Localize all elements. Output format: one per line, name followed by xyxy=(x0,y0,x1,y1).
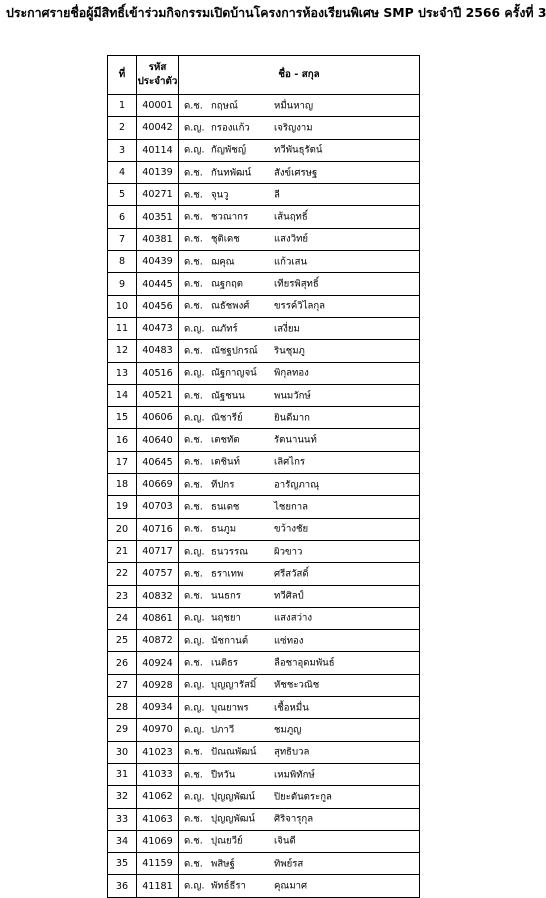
first-name: ณิชารีย์ xyxy=(211,412,243,424)
table-row xyxy=(108,808,420,830)
name-prefix: ด.ช. xyxy=(184,657,203,669)
first-name: ปุณยวีย์ xyxy=(211,835,243,847)
table-row xyxy=(108,474,420,496)
table-body xyxy=(108,95,420,898)
last-name: เส้นฤทธิ์ xyxy=(274,211,308,223)
last-name: ขว้างชัย xyxy=(274,523,309,535)
table-row xyxy=(108,674,420,696)
student-id: 40445 xyxy=(137,273,179,295)
table-row xyxy=(108,407,420,429)
student-name-cell xyxy=(179,228,420,250)
name-prefix: ด.ญ. xyxy=(184,702,205,714)
row-number: 5 xyxy=(108,184,137,206)
table-header-row xyxy=(108,56,420,95)
last-name: แซ่ทอง xyxy=(274,635,304,647)
name-prefix: ด.ช. xyxy=(184,590,203,602)
header-name: ชื่อ - สกุล xyxy=(179,56,420,95)
last-name: เจริญงาม xyxy=(274,122,313,134)
table-row xyxy=(108,786,420,808)
student-id: 40439 xyxy=(137,251,179,273)
last-name: ทวีศิลป์ xyxy=(274,590,304,602)
student-id: 40001 xyxy=(137,95,179,117)
last-name: รินชุมภู xyxy=(274,345,305,357)
last-name: หมื่นหาญ xyxy=(274,100,314,112)
first-name: นัชกานต์ xyxy=(211,635,249,647)
student-id: 40381 xyxy=(137,228,179,250)
first-name: บุณยาพร xyxy=(211,702,249,714)
row-number: 26 xyxy=(108,652,137,674)
first-name: เตชทัต xyxy=(211,434,240,446)
last-name: แสงวิทย์ xyxy=(274,233,309,245)
first-name: กรองแก้ว xyxy=(211,122,250,134)
student-name-cell xyxy=(179,251,420,273)
row-number: 11 xyxy=(108,317,137,339)
student-name-cell xyxy=(179,407,420,429)
header-id-line2: ประจำตัว xyxy=(137,76,178,87)
student-name-cell xyxy=(179,830,420,852)
row-number: 30 xyxy=(108,741,137,763)
student-id: 40861 xyxy=(137,607,179,629)
row-number: 32 xyxy=(108,786,137,808)
table-row xyxy=(108,518,420,540)
first-name: ปัณณพัฒน์ xyxy=(211,746,257,758)
name-prefix: ด.ช. xyxy=(184,167,203,179)
name-prefix: ด.ญ. xyxy=(184,791,205,803)
student-id: 40669 xyxy=(137,474,179,496)
name-prefix: ด.ช. xyxy=(184,568,203,580)
row-number: 35 xyxy=(108,853,137,875)
student-id: 40473 xyxy=(137,317,179,339)
student-id: 40717 xyxy=(137,540,179,562)
table-row xyxy=(108,853,420,875)
student-id: 40351 xyxy=(137,206,179,228)
row-number: 12 xyxy=(108,340,137,362)
student-name-cell xyxy=(179,875,420,897)
student-id: 40872 xyxy=(137,630,179,652)
student-name-cell xyxy=(179,808,420,830)
last-name: เทียรพิสุทธิ์ xyxy=(274,278,319,290)
last-name: ศรีสวัสดิ์ xyxy=(274,568,309,580)
header-id xyxy=(137,56,179,95)
student-id: 41033 xyxy=(137,763,179,785)
first-name: ณภัทร์ xyxy=(211,323,238,335)
table-row xyxy=(108,317,420,339)
name-prefix: ด.ช. xyxy=(184,256,203,268)
first-name: กันทพัฒน์ xyxy=(211,167,252,179)
table-row xyxy=(108,630,420,652)
student-name-cell xyxy=(179,630,420,652)
row-number: 34 xyxy=(108,830,137,852)
student-name-cell xyxy=(179,585,420,607)
first-name: ณัฐชนน xyxy=(211,390,245,401)
row-number: 15 xyxy=(108,407,137,429)
table-row xyxy=(108,117,420,139)
student-name-cell xyxy=(179,206,420,228)
name-prefix: ด.ช. xyxy=(184,523,203,535)
table-row xyxy=(108,652,420,674)
table-row xyxy=(108,830,420,852)
first-name: ธนเดช xyxy=(211,501,240,513)
row-number: 7 xyxy=(108,228,137,250)
first-name: นนธกร xyxy=(211,590,241,602)
first-name: ฌคุณ xyxy=(211,256,235,268)
student-name-cell xyxy=(179,496,420,518)
row-number: 36 xyxy=(108,875,137,897)
last-name: แสงสว่าง xyxy=(274,612,313,624)
student-name-cell xyxy=(179,674,420,696)
name-prefix: ด.ช. xyxy=(184,189,203,201)
name-prefix: ด.ญ. xyxy=(184,546,205,558)
student-name-cell xyxy=(179,340,420,362)
name-prefix: ด.ช. xyxy=(184,300,203,312)
name-prefix: ด.ช. xyxy=(184,345,203,357)
row-number: 22 xyxy=(108,563,137,585)
last-name: ขรรค์วิไลกุล xyxy=(274,300,326,312)
name-prefix: ด.ช. xyxy=(184,813,203,825)
table-row xyxy=(108,139,420,161)
name-prefix: ด.ญ. xyxy=(184,612,205,624)
student-id: 41063 xyxy=(137,808,179,830)
student-name-cell xyxy=(179,429,420,451)
row-number: 23 xyxy=(108,585,137,607)
student-name-cell xyxy=(179,563,420,585)
last-name: สุทธิบวล xyxy=(274,746,310,758)
last-name: เสงี่ยม xyxy=(274,323,300,335)
row-number: 10 xyxy=(108,295,137,317)
table-row xyxy=(108,362,420,384)
last-name: ยินดีมาก xyxy=(274,412,310,424)
last-name: คุณมาศ xyxy=(274,880,308,892)
student-id: 40456 xyxy=(137,295,179,317)
student-name-cell xyxy=(179,95,420,117)
name-prefix: ด.ช. xyxy=(184,746,203,758)
last-name: พนมวักษ์ xyxy=(274,390,311,401)
student-name-cell xyxy=(179,786,420,808)
name-prefix: ด.ญ. xyxy=(184,635,205,647)
first-name: พัทธ์ธีรา xyxy=(211,880,246,892)
row-number: 33 xyxy=(108,808,137,830)
student-id: 41069 xyxy=(137,830,179,852)
table-row xyxy=(108,496,420,518)
student-id: 40640 xyxy=(137,429,179,451)
row-number: 14 xyxy=(108,384,137,406)
name-prefix: ด.ช. xyxy=(184,390,203,401)
last-name: เจินดี xyxy=(274,835,296,847)
last-name: เลิศไกร xyxy=(274,456,306,468)
student-id: 40516 xyxy=(137,362,179,384)
table-row xyxy=(108,875,420,897)
last-name: แก้วเสน xyxy=(274,256,308,268)
row-number: 19 xyxy=(108,496,137,518)
name-prefix: ด.ช. xyxy=(184,479,203,491)
student-id: 40716 xyxy=(137,518,179,540)
student-name-cell xyxy=(179,451,420,473)
table-row xyxy=(108,429,420,451)
first-name: ณัฐกาญจน์ xyxy=(211,367,257,379)
table-row xyxy=(108,228,420,250)
name-prefix: ด.ช. xyxy=(184,769,203,781)
table-row xyxy=(108,95,420,117)
name-prefix: ด.ญ. xyxy=(184,367,205,379)
last-name: รัตนานนท์ xyxy=(274,434,317,446)
first-name: ธนวรรณ xyxy=(211,546,249,558)
last-name: ปิยะตันตระกูล xyxy=(274,791,332,803)
first-name: ณัชฐปกรณ์ xyxy=(211,345,258,357)
first-name: ปีหวัน xyxy=(211,769,236,781)
row-number: 9 xyxy=(108,273,137,295)
last-name: ศิริจารุกุล xyxy=(274,813,314,825)
name-prefix: ด.ญ. xyxy=(184,412,205,424)
table-row xyxy=(108,763,420,785)
name-prefix: ด.ญ. xyxy=(184,323,205,335)
name-prefix: ด.ญ. xyxy=(184,724,205,736)
name-prefix: ด.ช. xyxy=(184,100,203,112)
table-row xyxy=(108,384,420,406)
header-no: ที่ xyxy=(108,56,137,95)
student-name-cell xyxy=(179,384,420,406)
first-name: ณธัชพงศ์ xyxy=(211,300,250,312)
roster-table xyxy=(107,55,420,898)
name-prefix: ด.ช. xyxy=(184,456,203,468)
student-id: 40606 xyxy=(137,407,179,429)
first-name: ชุติเดช xyxy=(211,233,240,245)
table-row xyxy=(108,697,420,719)
student-name-cell xyxy=(179,295,420,317)
first-name: ณฐกฤต xyxy=(211,278,244,290)
first-name: ปุญญพัฒน์ xyxy=(211,791,255,803)
student-name-cell xyxy=(179,362,420,384)
row-number: 29 xyxy=(108,719,137,741)
name-prefix: ด.ญ. xyxy=(184,679,205,691)
header-id-line1: รหัส xyxy=(148,62,167,73)
student-name-cell xyxy=(179,540,420,562)
student-name-cell xyxy=(179,139,420,161)
last-name: ทวีพันธุรัตน์ xyxy=(274,144,323,156)
first-name: ธราเทพ xyxy=(211,568,244,580)
last-name: ลี xyxy=(274,189,280,201)
name-prefix: ด.ช. xyxy=(184,501,203,513)
name-prefix: ด.ช. xyxy=(184,434,203,446)
name-prefix: ด.ญ. xyxy=(184,122,205,134)
first-name: บุญญารัสมิ์ xyxy=(211,679,257,691)
table-row xyxy=(108,295,420,317)
row-number: 20 xyxy=(108,518,137,540)
first-name: พสิษฐ์ xyxy=(211,858,235,870)
first-name: ชวณากร xyxy=(211,211,249,223)
student-id: 41062 xyxy=(137,786,179,808)
first-name: ธนภูม xyxy=(211,523,237,535)
first-name: จุนวู xyxy=(211,189,229,201)
student-id: 41181 xyxy=(137,875,179,897)
name-prefix: ด.ช. xyxy=(184,278,203,290)
table-row xyxy=(108,340,420,362)
row-number: 31 xyxy=(108,763,137,785)
student-id: 40521 xyxy=(137,384,179,406)
student-name-cell xyxy=(179,697,420,719)
student-name-cell xyxy=(179,741,420,763)
student-id: 41023 xyxy=(137,741,179,763)
last-name: ผิวขาว xyxy=(274,546,303,558)
student-name-cell xyxy=(179,184,420,206)
row-number: 2 xyxy=(108,117,137,139)
student-name-cell xyxy=(179,161,420,183)
row-number: 27 xyxy=(108,674,137,696)
row-number: 16 xyxy=(108,429,137,451)
row-number: 24 xyxy=(108,607,137,629)
student-id: 40139 xyxy=(137,161,179,183)
name-prefix: ด.ญ. xyxy=(184,144,205,156)
last-name: ชมภูญ xyxy=(274,724,302,736)
first-name: กัญพัชญ์ xyxy=(211,144,246,156)
row-number: 13 xyxy=(108,362,137,384)
student-id: 40924 xyxy=(137,652,179,674)
first-name: เตชินท์ xyxy=(211,456,240,468)
student-id: 40271 xyxy=(137,184,179,206)
student-name-cell xyxy=(179,317,420,339)
student-name-cell xyxy=(179,652,420,674)
row-number: 28 xyxy=(108,697,137,719)
table-row xyxy=(108,161,420,183)
page-title: ประกาศรายชื่อผู้มีสิทธิ์เข้าร่วมกิจกรรมเปิดบ้านโครงการห้องเรียนพิเศษ SMP ประจำปี 2566 ครั้งที่ 3 xyxy=(6,5,546,20)
row-number: 25 xyxy=(108,630,137,652)
row-number: 8 xyxy=(108,251,137,273)
last-name: สังข์เศรษฐ xyxy=(274,167,318,179)
last-name: เหมพิทักษ์ xyxy=(274,769,315,781)
last-name: หัชชะวณิช xyxy=(274,679,320,691)
student-id: 40645 xyxy=(137,451,179,473)
first-name: นฤชยา xyxy=(211,612,241,624)
student-id: 40042 xyxy=(137,117,179,139)
row-number: 6 xyxy=(108,206,137,228)
table-row xyxy=(108,540,420,562)
row-number: 4 xyxy=(108,161,137,183)
table-row xyxy=(108,251,420,273)
student-name-cell xyxy=(179,117,420,139)
table-row xyxy=(108,206,420,228)
student-id: 40832 xyxy=(137,585,179,607)
student-name-cell xyxy=(179,607,420,629)
student-name-cell xyxy=(179,763,420,785)
student-id: 40757 xyxy=(137,563,179,585)
row-number: 17 xyxy=(108,451,137,473)
name-prefix: ด.ช. xyxy=(184,211,203,223)
row-number: 21 xyxy=(108,540,137,562)
student-name-cell xyxy=(179,518,420,540)
first-name: ทีปกร xyxy=(211,479,235,491)
table-row xyxy=(108,607,420,629)
student-name-cell xyxy=(179,273,420,295)
table-row xyxy=(108,184,420,206)
row-number: 1 xyxy=(108,95,137,117)
row-number: 3 xyxy=(108,139,137,161)
last-name: ไชยกาล xyxy=(274,501,309,513)
student-name-cell xyxy=(179,474,420,496)
student-id: 41159 xyxy=(137,853,179,875)
student-name-cell xyxy=(179,853,420,875)
table-row xyxy=(108,719,420,741)
student-id: 40114 xyxy=(137,139,179,161)
student-name-cell xyxy=(179,719,420,741)
student-id: 40928 xyxy=(137,674,179,696)
row-number: 18 xyxy=(108,474,137,496)
last-name: พิกุลทอง xyxy=(274,367,309,379)
first-name: ปภาวี xyxy=(211,724,235,736)
last-name: ลือชาอุดมพันธ์ xyxy=(274,657,335,669)
table-row xyxy=(108,741,420,763)
first-name: กฤษณ์ xyxy=(211,100,238,112)
name-prefix: ด.ญ. xyxy=(184,880,205,892)
name-prefix: ด.ช. xyxy=(184,858,203,870)
student-id: 40703 xyxy=(137,496,179,518)
name-prefix: ด.ช. xyxy=(184,233,203,245)
name-prefix: ด.ช. xyxy=(184,835,203,847)
first-name: ปุญญพัฒน์ xyxy=(211,813,255,825)
first-name: เนติธร xyxy=(211,657,239,669)
table-row xyxy=(108,563,420,585)
table-row xyxy=(108,585,420,607)
student-id: 40934 xyxy=(137,697,179,719)
last-name: อารัญภาณุ xyxy=(274,479,320,491)
table-row xyxy=(108,451,420,473)
table-row xyxy=(108,273,420,295)
student-id: 40970 xyxy=(137,719,179,741)
last-name: เชื้อหมื่น xyxy=(274,702,309,714)
last-name: ทิพย์รส xyxy=(274,858,304,870)
student-id: 40483 xyxy=(137,340,179,362)
